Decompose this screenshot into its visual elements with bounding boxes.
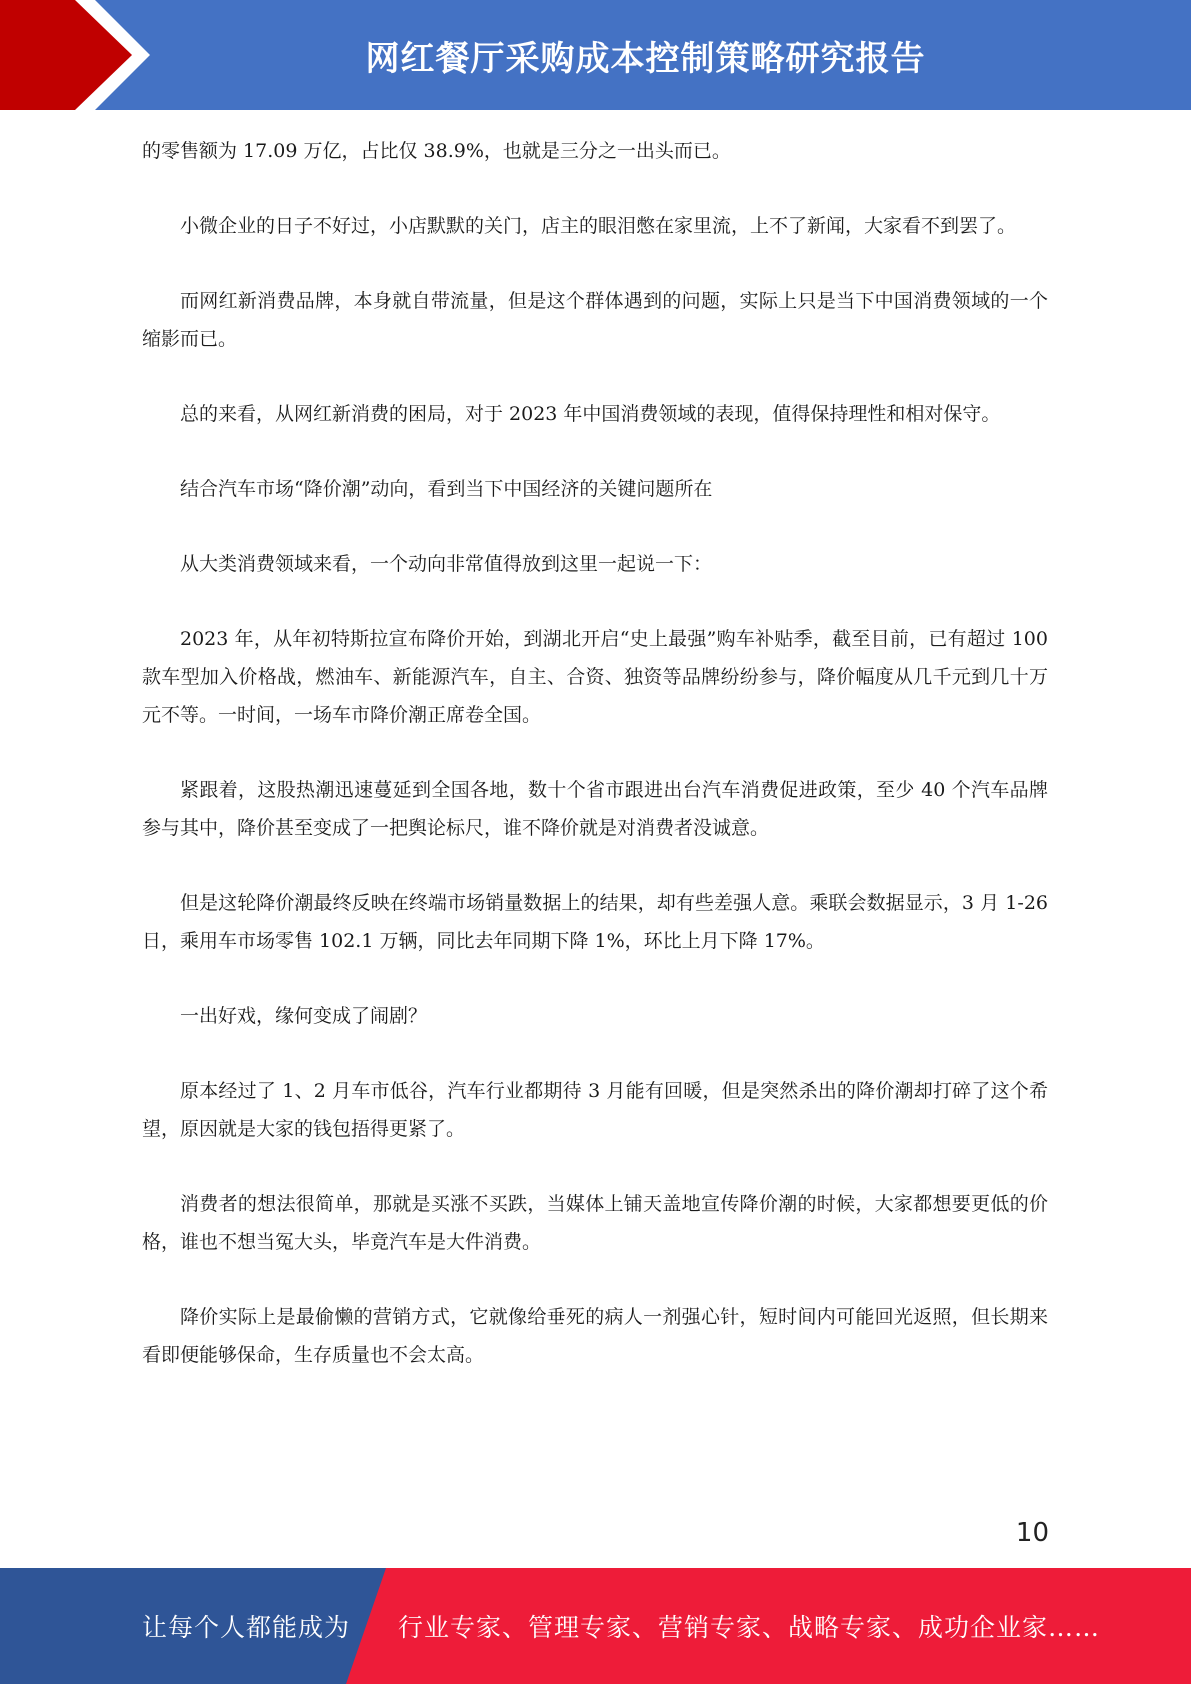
paragraph: 小微企业的日子不好过，小店默默的关门，店主的眼泪憋在家里流，上不了新闻，大家看不到罢了。: [180, 215, 1017, 237]
section-heading: 结合汽车市场“降价潮”动向，看到当下中国经济的关键问题所在: [180, 478, 713, 500]
header-arrow-decoration: [0, 0, 160, 110]
paragraph: 但是这轮降价潮最终反映在终端市场销量数据上的结果，却有些差强人意。乘联会数据显示，3 月 1-26 日，乘用车市场零售 102.1 万辆，同比去年同期下降 1%，环比上月下降 17%。: [142, 892, 1048, 952]
page-header: [0, 0, 1191, 110]
paragraph: 的零售额为 17.09 万亿，占比仅 38.9%，也就是三分之一出头而已。: [142, 140, 731, 162]
paragraph: 消费者的想法很简单，那就是买涨不买跌，当媒体上铺天盖地宣传降价潮的时候，大家都想要更低的价格，谁也不想当冤大头，毕竟汽车是大件消费。: [142, 1193, 1048, 1253]
page-number: 10: [1015, 1518, 1049, 1548]
paragraph: 2023 年，从年初特斯拉宣布降价开始，到湖北开启“史上最强”购车补贴季，截至目前，已有超过 100 款车型加入价格战，燃油车、新能源汽车，自主、合资、独资等品牌纷纷参与，降价幅度从几千元到几十万元不等。一时间，一场车市降价潮正席卷全国。: [142, 628, 1048, 726]
paragraph: 总的来看，从网红新消费的困局，对于 2023 年中国消费领域的表现，值得保持理性和相对保守。: [180, 403, 1001, 425]
footer-slogan-left: 让每个人都能成为: [142, 1613, 351, 1642]
paragraph: 原本经过了 1、2 月车市低谷，汽车行业都期待 3 月能有回暖，但是突然杀出的降价潮却打碎了这个希望，原因就是大家的钱包捂得更紧了。: [142, 1080, 1048, 1140]
paragraph: 从大类消费领域来看，一个动向非常值得放到这里一起说一下：: [180, 553, 713, 575]
paragraph: 而网红新消费品牌，本身就自带流量，但是这个群体遇到的问题，实际上只是当下中国消费领域的一个缩影而已。: [142, 290, 1048, 350]
document-title: 网红餐厅采购成本控制策略研究报告: [365, 38, 926, 79]
paragraph: 降价实际上是最偷懒的营销方式，它就像给垂死的病人一剂强心针，短时间内可能回光返照，但长期来看即便能够保命，生存质量也不会太高。: [142, 1306, 1048, 1366]
footer-slogan-right: 行业专家、管理专家、营销专家、战略专家、成功企业家……: [398, 1613, 1101, 1642]
paragraph: 一出好戏，缘何变成了闹剧？: [180, 1005, 428, 1027]
document-body: [142, 132, 1048, 1411]
paragraph: 紧跟着，这股热潮迅速蔓延到全国各地，数十个省市跟进出台汽车消费促进政策，至少 40 个汽车品牌参与其中，降价甚至变成了一把舆论标尺，谁不降价就是对消费者没诚意。: [142, 779, 1048, 839]
page-footer: [0, 1568, 1191, 1684]
